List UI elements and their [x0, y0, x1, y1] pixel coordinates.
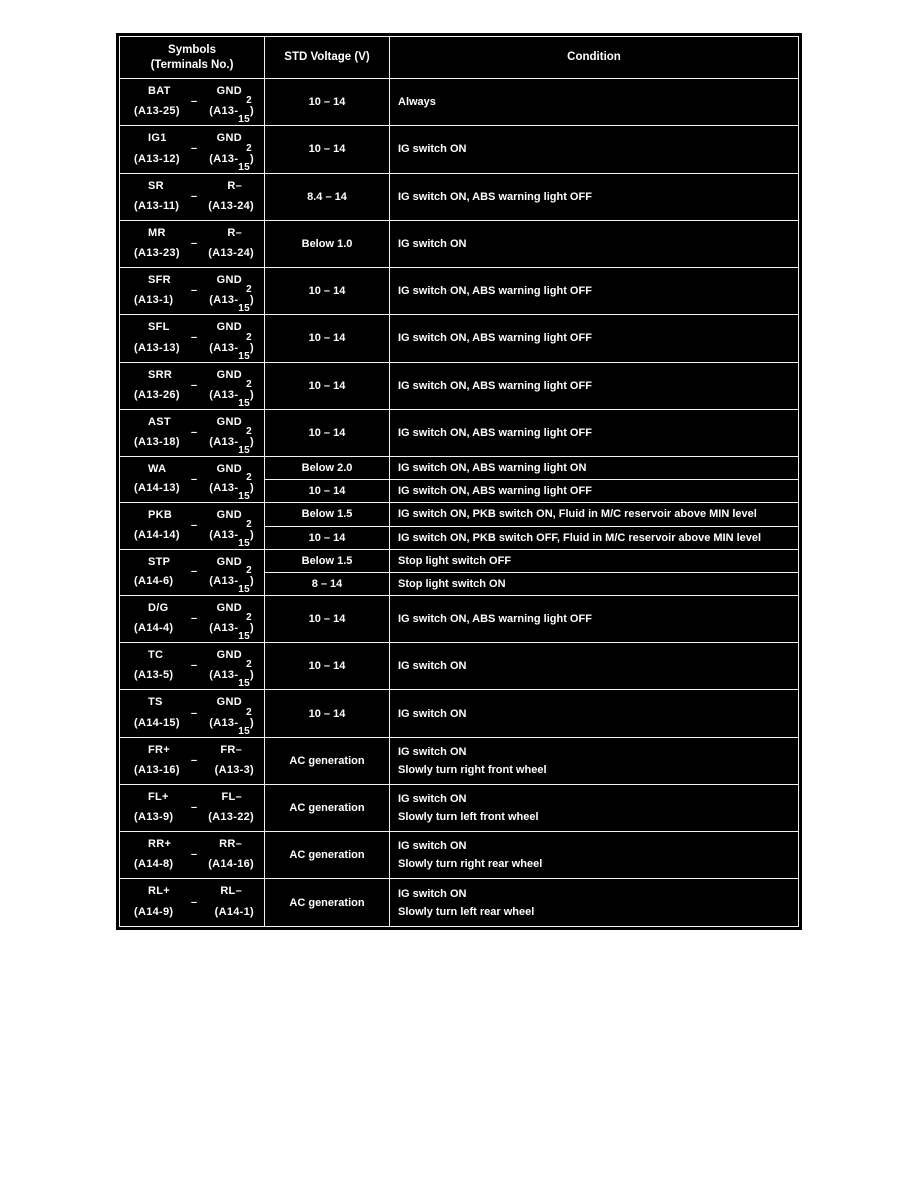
symbol-dash: – [191, 284, 198, 297]
terminal-b-bottom: 15 [238, 445, 251, 457]
symbol-dash: – [191, 659, 198, 672]
symbol-b: GND [216, 555, 242, 568]
header-voltage: STD Voltage (V) [265, 37, 390, 79]
terminal-b: (A13-22) [208, 811, 254, 824]
terminal-b-top: 2 [246, 612, 252, 624]
terminal-numbers [120, 200, 264, 212]
symbol-a: BAT [148, 85, 171, 97]
terminal-a: (A14-14) [134, 528, 180, 541]
table-row [120, 832, 799, 879]
terminal-b: (A13- 2 15) [209, 612, 254, 643]
symbol-cell [120, 362, 265, 409]
symbol-dash: – [191, 706, 198, 719]
terminal-b: (A13- 2 15) [209, 659, 254, 690]
symbol-dash: – [191, 565, 198, 578]
condition-cell [390, 268, 799, 315]
terminal-a: (A14-6) [134, 574, 174, 587]
terminal-numbers [120, 426, 264, 457]
terminal-b: (A13- 2 15) [209, 95, 254, 126]
symbol-a: WA [148, 463, 167, 476]
terminal-a: (A14-9) [134, 906, 174, 918]
condition-line: Slowly turn left front wheel [398, 811, 539, 824]
terminal-a: (A13-25) [134, 105, 180, 118]
terminal-b: (A13- 2 15) [209, 472, 254, 503]
terminal-b-prefix: (A13- [209, 669, 239, 682]
terminal-numbers [120, 247, 264, 259]
voltage-cell: AC generation [265, 832, 390, 879]
symbol-b: GND [216, 132, 242, 145]
table-row [120, 784, 799, 831]
table-row [120, 362, 799, 409]
voltage-cell: Below 1.5 [265, 549, 390, 572]
symbol-cell [120, 832, 265, 879]
condition-cell [390, 79, 799, 126]
condition-cell [390, 737, 799, 784]
header-condition: Condition [390, 37, 799, 79]
terminal-b-top: 2 [246, 378, 252, 390]
condition-line: IG switch ON [398, 745, 467, 758]
terminal-a: (A14-13) [134, 482, 180, 495]
terminal-b-prefix: (A13- [209, 574, 239, 587]
symbol-a: TS [148, 696, 163, 709]
terminal-b: (A13- 2 15) [209, 706, 254, 737]
symbol-pair [120, 832, 264, 878]
symbol-dash: – [191, 754, 198, 767]
terminal-b-top: 2 [246, 472, 252, 484]
symbol-b: GND [216, 601, 242, 614]
symbol-dash: – [191, 612, 198, 625]
header-row [120, 37, 799, 79]
terminal-b-prefix: (A13- [209, 622, 239, 635]
symbol-pair [120, 268, 264, 314]
voltage-cell: Below 1.0 [265, 220, 390, 267]
symbol-a: SFR [148, 274, 171, 287]
symbol-pair [120, 221, 264, 267]
terminal-a: (A13-26) [134, 388, 180, 401]
terminal-a: (A13-11) [134, 199, 180, 212]
symbol-cell [120, 690, 265, 737]
symbol-b: GND [216, 321, 242, 334]
terminal-b-bottom: 15 [238, 631, 251, 643]
terminal-numbers [120, 764, 264, 776]
voltage-cell: AC generation [265, 879, 390, 927]
symbol-b: GND [216, 85, 242, 97]
terminal-b-bottom: 15 [238, 537, 251, 549]
symbol-pair [120, 503, 264, 548]
symbol-a: SFL [148, 321, 170, 334]
voltage-cell: 10 – 14 [265, 643, 390, 690]
symbol-pair [120, 457, 264, 502]
terminal-b: (A13- 2 15) [209, 331, 254, 362]
condition-line: IG switch ON [398, 707, 467, 720]
condition-cell [390, 126, 799, 173]
symbol-b: RL– [220, 885, 242, 898]
terminal-b: (A13- 2 15) [209, 284, 254, 315]
terminal-b-top: 2 [246, 518, 252, 530]
symbol-pair [120, 410, 264, 456]
symbol-cell [120, 268, 265, 315]
terminal-b-top: 2 [246, 331, 252, 343]
table-row [120, 457, 799, 480]
symbol-a: STP [148, 555, 171, 568]
symbol-cell [120, 315, 265, 362]
condition-cell [390, 503, 799, 526]
condition-cell [390, 832, 799, 879]
terminal-a: (A14-8) [134, 858, 174, 871]
terminal-numbers [120, 142, 264, 173]
condition-line: IG switch ON, ABS warning light OFF [398, 379, 592, 392]
symbol-a: MR [148, 226, 166, 239]
symbol-b: GND [216, 649, 242, 662]
symbol-cell [120, 457, 265, 503]
symbol-dash: – [191, 426, 198, 439]
condition-line: IG switch ON, ABS warning light OFF [398, 485, 592, 498]
header-symbols-sub: (Terminals No.) [150, 58, 234, 71]
symbol-pair [120, 315, 264, 361]
terminal-b-bottom: 15 [238, 303, 251, 315]
terminal-b-bottom: 15 [238, 397, 251, 409]
terminal-a: (A13-16) [134, 763, 180, 776]
table-row [120, 643, 799, 690]
condition-line: IG switch ON [398, 143, 467, 156]
terminal-a: (A14-15) [134, 716, 180, 729]
terminal-b-bottom: 15 [238, 161, 251, 173]
condition-cell [390, 315, 799, 362]
voltage-cell: 10 – 14 [265, 315, 390, 362]
terminal-numbers [120, 331, 264, 362]
voltage-cell: 10 – 14 [265, 526, 390, 549]
condition-cell [390, 549, 799, 572]
terminal-numbers [120, 518, 264, 549]
table-row [120, 220, 799, 267]
terminal-b: (A13- 2 15) [209, 142, 254, 173]
symbol-dash: – [191, 95, 198, 108]
terminal-b-prefix: (A13- [209, 482, 239, 495]
terminal-voltage-table [119, 36, 799, 927]
symbol-a: AST [148, 415, 171, 428]
voltage-cell: 10 – 14 [265, 690, 390, 737]
condition-line: IG switch ON [398, 840, 467, 853]
symbol-dash: – [191, 237, 198, 250]
symbol-cell [120, 503, 265, 549]
table-row [120, 737, 799, 784]
condition-cell [390, 595, 799, 642]
voltage-cell: 10 – 14 [265, 595, 390, 642]
voltage-cell: Below 2.0 [265, 457, 390, 480]
terminal-b: (A14-16) [208, 858, 254, 871]
condition-cell [390, 690, 799, 737]
terminal-numbers [120, 659, 264, 690]
table-row [120, 595, 799, 642]
header-symbols [120, 37, 265, 79]
voltage-cell: AC generation [265, 737, 390, 784]
terminal-numbers [120, 564, 264, 595]
symbol-a: RL+ [148, 885, 170, 898]
symbol-a: IG1 [148, 132, 167, 145]
terminal-b-top: 2 [246, 95, 252, 107]
symbol-a: FL+ [148, 790, 169, 803]
symbol-dash: – [191, 142, 198, 155]
condition-line: IG switch ON, PKB switch OFF, Fluid in M/C reservoir above MIN level [398, 531, 762, 544]
terminal-b-top: 2 [246, 284, 252, 296]
table-row [120, 409, 799, 456]
condition-line: IG switch ON, ABS warning light OFF [398, 613, 592, 625]
condition-line: Slowly turn right front wheel [398, 763, 547, 776]
symbol-pair [120, 126, 264, 172]
terminal-numbers [120, 706, 264, 737]
condition-line: IG switch ON, ABS warning light OFF [398, 426, 592, 439]
terminal-b-prefix: (A13- [209, 294, 239, 307]
condition-cell [390, 526, 799, 549]
spec-table-frame [116, 33, 802, 930]
symbol-cell [120, 643, 265, 690]
voltage-cell: Below 1.5 [265, 503, 390, 526]
terminal-b: (A13- 2 15) [209, 564, 254, 595]
symbol-b: GND [216, 509, 242, 522]
condition-cell [390, 572, 799, 595]
symbol-dash: – [191, 848, 198, 861]
condition-line: IG switch ON, ABS warning light OFF [398, 190, 592, 203]
terminal-b-prefix: (A13- [209, 716, 239, 729]
symbol-pair [120, 785, 264, 831]
symbol-pair [120, 174, 264, 220]
terminal-b-bottom: 15 [238, 491, 251, 503]
symbol-cell [120, 549, 265, 595]
condition-line: IG switch ON, ABS warning light OFF [398, 285, 592, 298]
symbol-pair [120, 690, 264, 736]
condition-line: Slowly turn left rear wheel [398, 905, 535, 918]
voltage-cell: AC generation [265, 784, 390, 831]
table-row [120, 690, 799, 737]
condition-cell [390, 784, 799, 831]
symbol-b: RR– [219, 838, 242, 851]
table-row [120, 79, 799, 126]
terminal-b-top: 2 [246, 706, 252, 718]
terminal-b: (A13- 2 15) [209, 518, 254, 549]
condition-cell [390, 879, 799, 927]
condition-line: IG switch ON, ABS warning light OFF [398, 332, 592, 345]
terminal-a: (A13-1) [134, 294, 174, 307]
condition-cell [390, 220, 799, 267]
terminal-b-prefix: (A13- [209, 152, 239, 165]
voltage-cell: 10 – 14 [265, 409, 390, 456]
terminal-b: (A13- 2 15) [209, 378, 254, 409]
symbol-a: SRR [148, 368, 173, 381]
symbol-cell [120, 784, 265, 831]
symbol-b: GND [216, 368, 242, 381]
terminal-b-bottom: 15 [238, 725, 251, 737]
table-row [120, 126, 799, 173]
terminal-a: (A13-13) [134, 341, 180, 354]
condition-line: Stop light switch OFF [398, 554, 512, 567]
symbol-a: TC [148, 649, 164, 662]
terminal-b: (A13-24) [208, 199, 254, 212]
terminal-numbers [120, 472, 264, 503]
symbol-a: D/G [148, 601, 169, 614]
terminal-b-bottom: 15 [238, 678, 251, 690]
condition-line: IG switch ON, ABS warning light ON [398, 462, 587, 475]
symbol-cell [120, 79, 265, 126]
symbol-b: R– [227, 179, 242, 192]
symbol-pair [120, 79, 264, 125]
terminal-b-top: 2 [246, 564, 252, 576]
symbol-b: GND [216, 463, 242, 476]
condition-cell [390, 457, 799, 480]
voltage-cell: 8.4 – 14 [265, 173, 390, 220]
voltage-cell: 10 – 14 [265, 362, 390, 409]
symbol-cell [120, 126, 265, 173]
terminal-b: (A13- 2 15) [209, 426, 254, 457]
condition-line: IG switch ON [398, 887, 467, 900]
symbol-b: GND [216, 696, 242, 709]
terminal-a: (A13-5) [134, 669, 174, 682]
symbol-b: R– [227, 226, 242, 239]
terminal-b-bottom: 15 [238, 114, 251, 126]
condition-line: IG switch ON [398, 660, 467, 673]
symbol-cell [120, 220, 265, 267]
terminal-b: (A13-3) [214, 763, 254, 776]
symbol-b: GND [216, 415, 242, 428]
symbol-pair [120, 643, 264, 689]
symbol-cell [120, 595, 265, 642]
terminal-a: (A13-9) [134, 811, 174, 824]
symbol-dash: – [191, 379, 198, 392]
symbol-b: GND [216, 274, 242, 287]
symbol-a: PKB [148, 509, 173, 522]
terminal-b-top: 2 [246, 426, 252, 438]
voltage-cell: 8 – 14 [265, 572, 390, 595]
terminal-b: (A13-24) [208, 247, 254, 260]
terminal-numbers [120, 906, 264, 918]
symbol-pair [120, 596, 264, 642]
condition-cell [390, 362, 799, 409]
voltage-cell: 10 – 14 [265, 126, 390, 173]
condition-line: IG switch ON [398, 793, 467, 806]
condition-cell [390, 173, 799, 220]
terminal-b-top: 2 [246, 142, 252, 154]
symbol-pair [120, 363, 264, 409]
symbol-pair [120, 879, 264, 926]
symbol-dash: – [191, 519, 198, 532]
terminal-numbers [120, 378, 264, 409]
voltage-cell: 10 – 14 [265, 79, 390, 126]
symbol-a: SR [148, 179, 164, 192]
table-row [120, 549, 799, 572]
header-symbols-label: Symbols [168, 43, 216, 56]
voltage-cell: 10 – 14 [265, 480, 390, 503]
table-row [120, 268, 799, 315]
symbol-b: FR– [220, 743, 242, 756]
terminal-b-prefix: (A13- [209, 105, 239, 118]
terminal-numbers [120, 858, 264, 870]
condition-cell [390, 409, 799, 456]
terminal-numbers [120, 284, 264, 315]
terminal-a: (A13-12) [134, 152, 180, 165]
symbol-pair [120, 550, 264, 595]
terminal-b-bottom: 15 [238, 583, 251, 595]
table-row [120, 315, 799, 362]
condition-line: Stop light switch ON [398, 577, 506, 590]
symbol-dash: – [191, 473, 198, 486]
symbol-cell [120, 737, 265, 784]
symbol-cell [120, 409, 265, 456]
table-body [120, 79, 799, 927]
terminal-numbers [120, 95, 264, 126]
voltage-cell: 10 – 14 [265, 268, 390, 315]
symbol-cell [120, 879, 265, 927]
symbol-pair [120, 738, 264, 784]
terminal-b: (A14-1) [214, 906, 254, 918]
symbol-dash: – [191, 801, 198, 814]
terminal-a: (A13-23) [134, 247, 180, 260]
symbol-a: RR+ [148, 838, 172, 851]
table-row [120, 503, 799, 526]
symbol-dash: – [191, 896, 198, 909]
symbol-dash: – [191, 190, 198, 203]
symbol-cell [120, 173, 265, 220]
terminal-b-prefix: (A13- [209, 528, 239, 541]
condition-line: Always [398, 96, 436, 109]
terminal-b-prefix: (A13- [209, 436, 239, 449]
condition-line: IG switch ON [398, 237, 467, 250]
condition-cell [390, 480, 799, 503]
terminal-numbers [120, 612, 264, 643]
terminal-b-top: 2 [246, 659, 252, 671]
terminal-b-bottom: 15 [238, 350, 251, 362]
symbol-b: FL– [221, 790, 242, 803]
terminal-a: (A13-18) [134, 436, 180, 449]
condition-line: IG switch ON, PKB switch ON, Fluid in M/C reservoir above MIN level [398, 508, 757, 521]
terminal-numbers [120, 811, 264, 823]
condition-line: Slowly turn right rear wheel [398, 858, 543, 871]
terminal-a: (A14-4) [134, 622, 174, 635]
table-row [120, 879, 799, 927]
symbol-dash: – [191, 331, 198, 344]
terminal-b-prefix: (A13- [209, 341, 239, 354]
terminal-b-prefix: (A13- [209, 388, 239, 401]
symbol-a: FR+ [148, 743, 170, 756]
condition-cell [390, 643, 799, 690]
table-row [120, 173, 799, 220]
